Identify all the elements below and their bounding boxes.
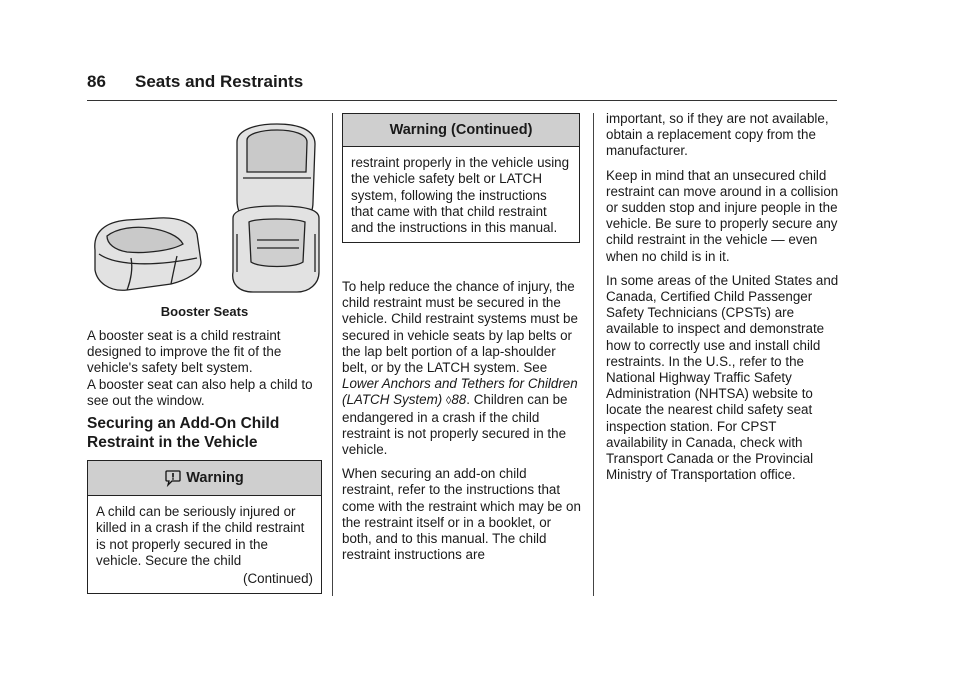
column-2-text xyxy=(342,279,582,571)
warning-title: Warning xyxy=(186,469,244,486)
page-number: 86 xyxy=(87,72,106,91)
subheading: Securing an Add-On Child Restraint in the Vehicle xyxy=(87,415,280,451)
intro-line-1: A booster seat is a child restraint designed to improve the fit of the vehicle's safety belt system. xyxy=(87,328,282,376)
warning-body xyxy=(88,496,321,593)
column-divider xyxy=(332,113,333,596)
paragraph: When securing an add-on child restraint, refer to the instructions that come with the restraint which may be on the restraint itself or in a booklet, or both, and to this manual. The child restraint instructions are xyxy=(342,466,581,563)
booster-seats-illustration xyxy=(87,122,322,297)
intro-text xyxy=(87,328,322,409)
continued-label: (Continued) xyxy=(243,571,313,587)
column-divider xyxy=(593,113,594,596)
warning-icon xyxy=(165,469,181,487)
column-3-text xyxy=(606,111,841,491)
intro-line-2: A booster seat can also help a child to see out the window. xyxy=(87,376,313,408)
page-header xyxy=(87,70,837,101)
section-title: Seats and Restraints xyxy=(135,72,304,91)
warning-continued-header: Warning (Continued) xyxy=(343,114,579,147)
warning-text: A child can be seriously injured or killed in a crash if the child restraint is not properly secured in the vehicle. Secure the child xyxy=(96,504,305,568)
paragraph: Keep in mind that an unsecured child restraint can move around in a collision or sudden stop and injure people in the vehicle. Be sure to properly secure any child restraint in the vehicle — even when no child is in it. xyxy=(606,167,839,264)
paragraph: In some areas of the United States and Canada, Certified Child Passenger Safety Technicians (CPSTs) are available to inspect and demonstrate how to correctly use and install child restraints. In the U.S., refer to the National Highway Traffic Safety Administration (NHTSA) website to locate the nearest child safety seat inspection station. For CPST availability in Canada, check with Transport Canada or the Provincial Ministry of Transportation office. xyxy=(606,272,839,483)
figure-caption: Booster Seats xyxy=(160,304,249,319)
warning-header xyxy=(88,461,321,496)
cross-reference-link[interactable]: Lower Anchors and Tethers for Children (LATCH System) xyxy=(342,376,578,408)
paragraph-text: . Children can be endangered in a crash if the child restraint is not properly secured in the vehicle. xyxy=(342,392,568,458)
page-reference-icon: ◊ xyxy=(445,395,452,408)
high-back-booster-icon xyxy=(233,124,319,292)
page-reference[interactable]: 88 xyxy=(451,392,467,408)
backless-booster-icon xyxy=(95,218,201,290)
warning-continued-text: restraint properly in the vehicle using the vehicle safety belt or LATCH system, following the instructions that came with that child restraint and the instructions in this manual. xyxy=(351,155,570,236)
paragraph: important, so if they are not available, obtain a replacement copy from the manufacturer. xyxy=(606,111,829,159)
paragraph xyxy=(342,279,582,458)
paragraph-text: To help reduce the chance of injury, the child restraint must be secured in the vehicle. Child restraint systems must be secured in vehicle seats by lap belts or the lap belt portion of a lap-shoulder belt, or by the LATCH system. See xyxy=(342,279,578,376)
warning-continued-box xyxy=(342,113,580,243)
warning-box xyxy=(87,460,322,594)
